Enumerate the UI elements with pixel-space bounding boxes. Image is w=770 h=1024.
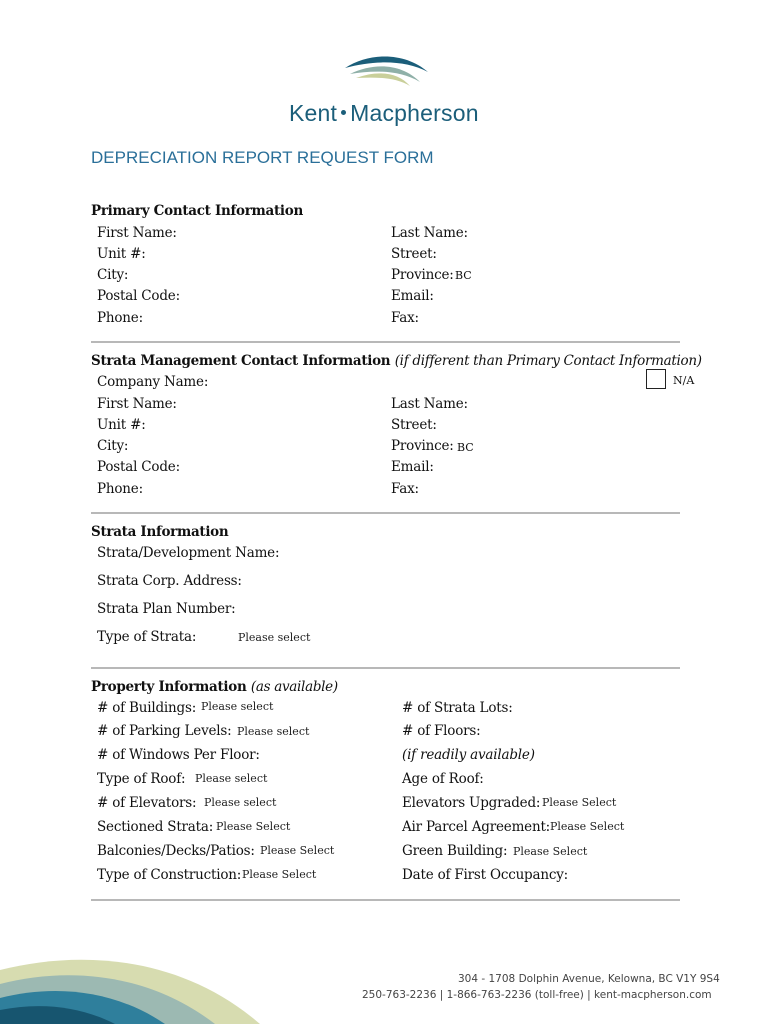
section-divider — [91, 667, 680, 669]
primary-city-field[interactable]: City: — [97, 267, 129, 283]
balconies-label: Balconies/Decks/Patios: — [97, 843, 255, 859]
strata-plan-number-field[interactable]: Strata Plan Number: — [97, 601, 236, 617]
parking-levels-label: # of Parking Levels: — [97, 723, 232, 739]
first-occupancy-field[interactable]: Date of First Occupancy: — [402, 867, 568, 883]
primary-unit-field[interactable]: Unit #: — [97, 246, 146, 262]
strata-type-label: Type of Strata: — [97, 629, 197, 645]
mgmt-last-name-field[interactable]: Last Name: — [391, 396, 468, 412]
strata-type-select[interactable]: Please select — [238, 631, 311, 644]
readily-available-note: (if readily available) — [402, 747, 535, 763]
mgmt-company-field[interactable]: Company Name: — [97, 374, 209, 390]
strata-info-heading: Strata Information — [91, 524, 229, 540]
property-info-heading: Property Information (as available) — [91, 679, 338, 695]
primary-postal-field[interactable]: Postal Code: — [97, 288, 180, 304]
parking-levels-select[interactable]: Please select — [237, 725, 310, 738]
air-parcel-label: Air Parcel Agreement: — [402, 819, 551, 835]
strata-corp-address-field[interactable]: Strata Corp. Address: — [97, 573, 242, 589]
construction-type-select[interactable]: Please Select — [242, 868, 317, 881]
primary-phone-field[interactable]: Phone: — [97, 310, 143, 326]
footer-contact: 250-763-2236 | 1-866-763-2236 (toll-free) | kent-macpherson.com — [362, 989, 712, 1001]
mgmt-first-name-field[interactable]: First Name: — [97, 396, 177, 412]
primary-street-field[interactable]: Street: — [391, 246, 437, 262]
roof-type-select[interactable]: Please select — [195, 772, 268, 785]
strata-mgmt-heading: Strata Management Contact Information (if different than Primary Contact Information) — [91, 353, 702, 369]
mgmt-fax-field[interactable]: Fax: — [391, 481, 419, 497]
primary-fax-field[interactable]: Fax: — [391, 310, 419, 326]
sectioned-strata-select[interactable]: Please Select — [216, 820, 291, 833]
elevators-label: # of Elevators: — [97, 795, 197, 811]
buildings-label: # of Buildings: — [97, 700, 197, 716]
company-logo-swoosh — [340, 50, 435, 90]
section-divider — [91, 899, 680, 901]
strata-lots-field[interactable]: # of Strata Lots: — [402, 700, 513, 716]
footer-address: 304 - 1708 Dolphin Avenue, Kelowna, BC V1Y 9S4 — [458, 973, 720, 985]
air-parcel-select[interactable]: Please Select — [550, 820, 625, 833]
primary-province-value[interactable]: BC — [455, 269, 472, 282]
strata-dev-name-field[interactable]: Strata/Development Name: — [97, 545, 280, 561]
balconies-select[interactable]: Please Select — [260, 844, 335, 857]
section-divider — [91, 512, 680, 514]
floors-field[interactable]: # of Floors: — [402, 723, 481, 739]
na-checkbox-label: N/A — [673, 374, 695, 387]
elevators-upgraded-label: Elevators Upgraded: — [402, 795, 541, 811]
mgmt-city-field[interactable]: City: — [97, 438, 129, 454]
primary-first-name-field[interactable]: First Name: — [97, 225, 177, 241]
property-info-heading-note: (as available) — [250, 679, 338, 695]
mgmt-phone-field[interactable]: Phone: — [97, 481, 143, 497]
windows-per-floor-field[interactable]: # of Windows Per Floor: — [97, 747, 260, 763]
strata-mgmt-heading-note: (if different than Primary Contact Information) — [394, 353, 702, 369]
primary-last-name-field[interactable]: Last Name: — [391, 225, 468, 241]
mgmt-unit-field[interactable]: Unit #: — [97, 417, 146, 433]
company-logo-text: Kent Macpherson — [289, 100, 479, 126]
primary-province-label: Province: — [391, 267, 454, 283]
roof-age-field[interactable]: Age of Roof: — [402, 771, 484, 787]
buildings-select[interactable]: Please select — [201, 700, 274, 713]
na-checkbox[interactable] — [646, 369, 666, 389]
footer-wave-graphic — [0, 950, 300, 1024]
section-divider — [91, 341, 680, 343]
primary-email-field[interactable]: Email: — [391, 288, 434, 304]
mgmt-email-field[interactable]: Email: — [391, 459, 434, 475]
form-title: DEPRECIATION REPORT REQUEST FORM — [91, 148, 434, 167]
green-building-select[interactable]: Please Select — [513, 845, 588, 858]
primary-contact-heading: Primary Contact Information — [91, 203, 303, 219]
green-building-label: Green Building: — [402, 843, 508, 859]
mgmt-province-label: Province: — [391, 438, 454, 454]
elevators-upgraded-select[interactable]: Please Select — [542, 796, 617, 809]
mgmt-street-field[interactable]: Street: — [391, 417, 437, 433]
construction-type-label: Type of Construction: — [97, 867, 242, 883]
mgmt-postal-field[interactable]: Postal Code: — [97, 459, 180, 475]
sectioned-strata-label: Sectioned Strata: — [97, 819, 214, 835]
elevators-select[interactable]: Please select — [204, 796, 277, 809]
roof-type-label: Type of Roof: — [97, 771, 186, 787]
mgmt-province-value[interactable]: BC — [457, 441, 474, 454]
